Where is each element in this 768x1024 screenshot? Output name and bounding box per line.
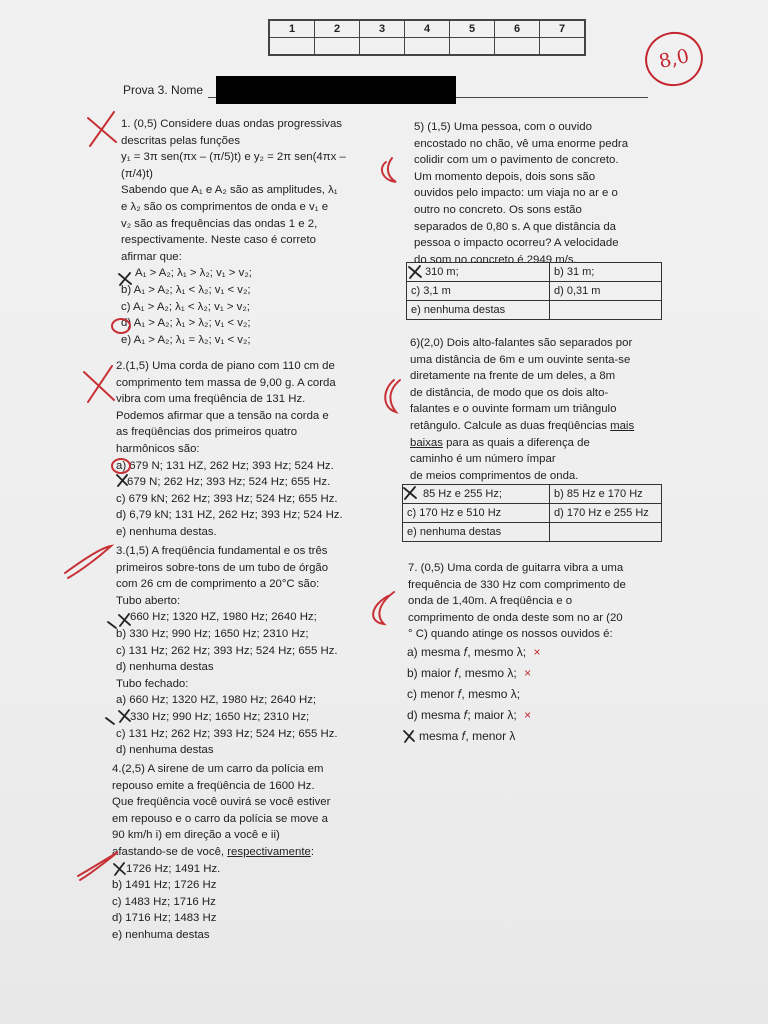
q3-aberto-option-b[interactable]: b) 330 Hz; 990 Hz; 1650 Hz; 2310 Hz; <box>116 627 309 640</box>
q3-fechado-option-a[interactable]: a) 660 Hz; 1320 HZ, 1980 Hz; 2640 Hz; <box>116 694 317 707</box>
q7-option-c[interactable]: c) menor 𝑓, mesmo λ; <box>407 687 521 701</box>
q2-option-d[interactable]: d) 6,79 kN; 131 HZ, 262 Hz; 393 Hz; 524 Hz. <box>116 509 343 522</box>
grid-col-2: 2 <box>315 20 360 38</box>
question-5: 5) (1,5) Uma pessoa, com o ouvido encostado no chão, vê uma enorme pedra colidir com um o pavimento de concreto. Um momento depois, dois sons são ouvidos pelo impacto: um viaja no ar e o outro no concreto. Os sons estão separados de 0,80 s. A que distância da pessoa o impacto ocorreu? A velocidade do som no concreto é 2949 m/s. <box>414 121 629 266</box>
q1-option-e[interactable]: e) A₁ > A₂; λ₁ = λ₂; v₁ < v₂; <box>121 333 251 346</box>
grid-col-7: 7 <box>540 20 586 38</box>
question-6: 6)(2,0) Dois alto-falantes são separados por uma distância de 6m e um ouvinte senta-se diretamente na frente de um deles, a 8m de distância, de modo que os dois alto- falantes e o ouvinte formam um triângulo retângulo. Calcule as duas freqüências mais baixas para as quais a diferença de caminho é um número ímpar de meios comprimentos de onda. <box>410 337 635 482</box>
q5-option-c[interactable]: c) 3,1 m <box>407 282 550 301</box>
name-label: Prova 3. Nome <box>123 83 204 97</box>
q4-option-a[interactable]: 1726 Hz; 1491 Hz. <box>126 862 221 875</box>
tubo-aberto-label: Tubo aberto: <box>116 594 181 607</box>
q4-option-b[interactable]: b) 1491 Hz; 1726 Hz <box>112 879 217 892</box>
q2-option-b[interactable]: 679 N; 262 Hz; 393 Hz; 524 Hz; 655 Hz. <box>127 476 331 489</box>
q2-option-c[interactable]: c) 679 kN; 262 Hz; 393 Hz; 524 Hz; 655 Hz. <box>116 492 338 505</box>
q3-aberto-option-a[interactable]: 660 Hz; 1320 HZ, 1980 Hz; 2640 Hz; <box>130 611 317 624</box>
q7-option-d[interactable]: d) mesma 𝑓; maior λ; <box>407 708 517 722</box>
grade-circle: 8,0 <box>640 27 708 92</box>
q6-options-table <box>402 484 662 542</box>
q5-options-table <box>406 262 662 320</box>
tubo-fechado-label: Tubo fechado: <box>116 677 189 690</box>
q7-option-a[interactable]: a) mesma 𝑓, mesmo λ; <box>407 645 527 659</box>
redacted-name <box>216 76 456 104</box>
grid-col-4: 4 <box>405 20 450 38</box>
question-1: 1. (0,5) Considere duas ondas progressivas descritas pelas funções y₁ = 3π sen(πx – (π/5)t) e y₂ = 2π sen(4πx – (π/4)t) Sabendo que A₁ e A₂ são as amplitudes, λ₁ e λ₂ são os comprimentos de onda e v₁ e v₂ são as frequências das ondas 1 e 2, respectivamente. Neste caso é correto afirmar que: A₁ > A₂; λ₁ > λ₂; v₁ > v₂; b) A₁ > A₂; λ₁ < λ₂; v₁ < v₂; c) A₁ > A₂; λ₁ < λ₂; v₁ > v₂; d) A₁ > A₂; λ₁ > λ₂; v₁ < v₂; e) A₁ > A₂; λ₁ = λ₂; v₁ < v₂; <box>121 116 373 348</box>
q4-option-e[interactable]: e) nenhuma destas <box>112 928 210 941</box>
q1-option-b[interactable]: b) A₁ > A₂; λ₁ < λ₂; v₁ < v₂; <box>121 283 251 296</box>
q5-option-b[interactable]: b) 31 m; <box>550 263 662 282</box>
q6-option-d[interactable]: d) 170 Hz e 255 Hz <box>550 504 662 523</box>
q6-option-a[interactable]: 85 Hz e 255 Hz; <box>403 485 550 504</box>
answer-grid <box>268 19 586 56</box>
question-3: 3.(1,5) A freqüência fundamental e os três primeiros sobre-tons de um tubo de órgão com 26 cm de comprimento a 20°C são: Tubo aberto: 660 Hz; 1320 HZ, 1980 Hz; 2640 Hz; b) 330 Hz; 990 Hz; 1650 Hz; 2310 Hz; c) 131 Hz; 262 Hz; 393 Hz; 524 Hz; 655 Hz. d) nenhuma destas Tubo fechado: a) 660 Hz; 1320 HZ, 1980 Hz; 2640 Hz; 330 Hz; 990 Hz; 1650 Hz; 2310 Hz; c) 131 Hz; 262 Hz; 393 Hz; 524 Hz; 655 Hz. d) nenhuma destas <box>116 543 374 759</box>
wrong-mark-icon: × <box>524 666 532 680</box>
grid-col-3: 3 <box>360 20 405 38</box>
q1-option-a[interactable]: A₁ > A₂; λ₁ > λ₂; v₁ > v₂; <box>135 267 252 280</box>
q3-aberto-option-c[interactable]: c) 131 Hz; 262 Hz; 393 Hz; 524 Hz; 655 Hz. <box>116 644 338 657</box>
q1-option-c[interactable]: c) A₁ > A₂; λ₁ < λ₂; v₁ > v₂; <box>121 300 250 313</box>
grid-col-5: 5 <box>450 20 495 38</box>
q7-options <box>407 642 607 747</box>
wrong-mark-icon: × <box>533 645 541 659</box>
q5-option-d[interactable]: d) 0,31 m <box>550 282 662 301</box>
q2-option-e[interactable]: e) nenhuma destas. <box>116 525 217 538</box>
q7-option-e[interactable]: mesma 𝑓, menor λ <box>419 729 516 743</box>
q3-aberto-option-d[interactable]: d) nenhuma destas <box>116 661 214 674</box>
q4-option-d[interactable]: d) 1716 Hz; 1483 Hz <box>112 912 217 925</box>
q2-option-a[interactable]: a) 679 N; 131 HZ, 262 Hz; 393 Hz; 524 Hz. <box>116 459 334 472</box>
q1-option-d[interactable]: d) A₁ > A₂; λ₁ > λ₂; v₁ < v₂; <box>121 317 251 330</box>
q3-fechado-option-d[interactable]: d) nenhuma destas <box>116 744 214 757</box>
q6-option-c[interactable]: c) 170 Hz e 510 Hz <box>403 504 550 523</box>
grid-col-6: 6 <box>495 20 540 38</box>
question-2: 2.(1,5) Uma corda de piano com 110 cm de comprimento tem massa de 9,00 g. A corda vibra com uma freqüência de 131 Hz. Podemos afirmar que a tensão na corda e as freqüências dos primeiros quatro harmônicos são: a) 679 N; 131 HZ, 262 Hz; 393 Hz; 524 Hz. 679 N; 262 Hz; 393 Hz; 524 Hz; 655 Hz. c) 679 kN; 262 Hz; 393 Hz; 524 Hz; 655 Hz. d) 6,79 kN; 131 HZ, 262 Hz; 393 Hz; 524 Hz. e) nenhuma destas. <box>116 358 374 541</box>
grid-col-1: 1 <box>269 20 315 38</box>
wrong-mark-icon: × <box>524 708 532 722</box>
q7-option-b[interactable]: b) maior 𝑓, mesmo λ; <box>407 666 517 680</box>
q6-option-e[interactable]: e) nenhuma destas <box>403 523 550 542</box>
question-7: 7. (0,5) Uma corda de guitarra vibra a uma frequência de 330 Hz com comprimento de onda de 1,40m. A freqüência e o comprimento de onda deste som no ar (20 ° C) quando atinge os nossos ouvidos é: <box>408 562 626 641</box>
q6-option-b[interactable]: b) 85 Hz e 170 Hz <box>550 485 662 504</box>
q5-option-e[interactable]: e) nenhuma destas <box>407 301 550 320</box>
q4-option-c[interactable]: c) 1483 Hz; 1716 Hz <box>112 895 216 908</box>
q3-fechado-option-b[interactable]: 330 Hz; 990 Hz; 1650 Hz; 2310 Hz; <box>130 710 310 723</box>
question-4: 4.(2,5) A sirene de um carro da polícia em repouso emite a freqüência de 1600 Hz. Que freqüência você ouvirá se você estiver em repouso e o carro da polícia se move a 90 km/h i) em direção a você e ii) afastando-se de você, respectivamente: 1726 Hz; 1491 Hz. b) 1491 Hz; 1726 Hz c) 1483 Hz; 1716 Hz d) 1716 Hz; 1483 Hz e) nenhuma destas <box>112 761 374 944</box>
q3-fechado-option-c[interactable]: c) 131 Hz; 262 Hz; 393 Hz; 524 Hz; 655 Hz. <box>116 727 338 740</box>
q5-option-a[interactable]: 310 m; <box>407 263 550 282</box>
